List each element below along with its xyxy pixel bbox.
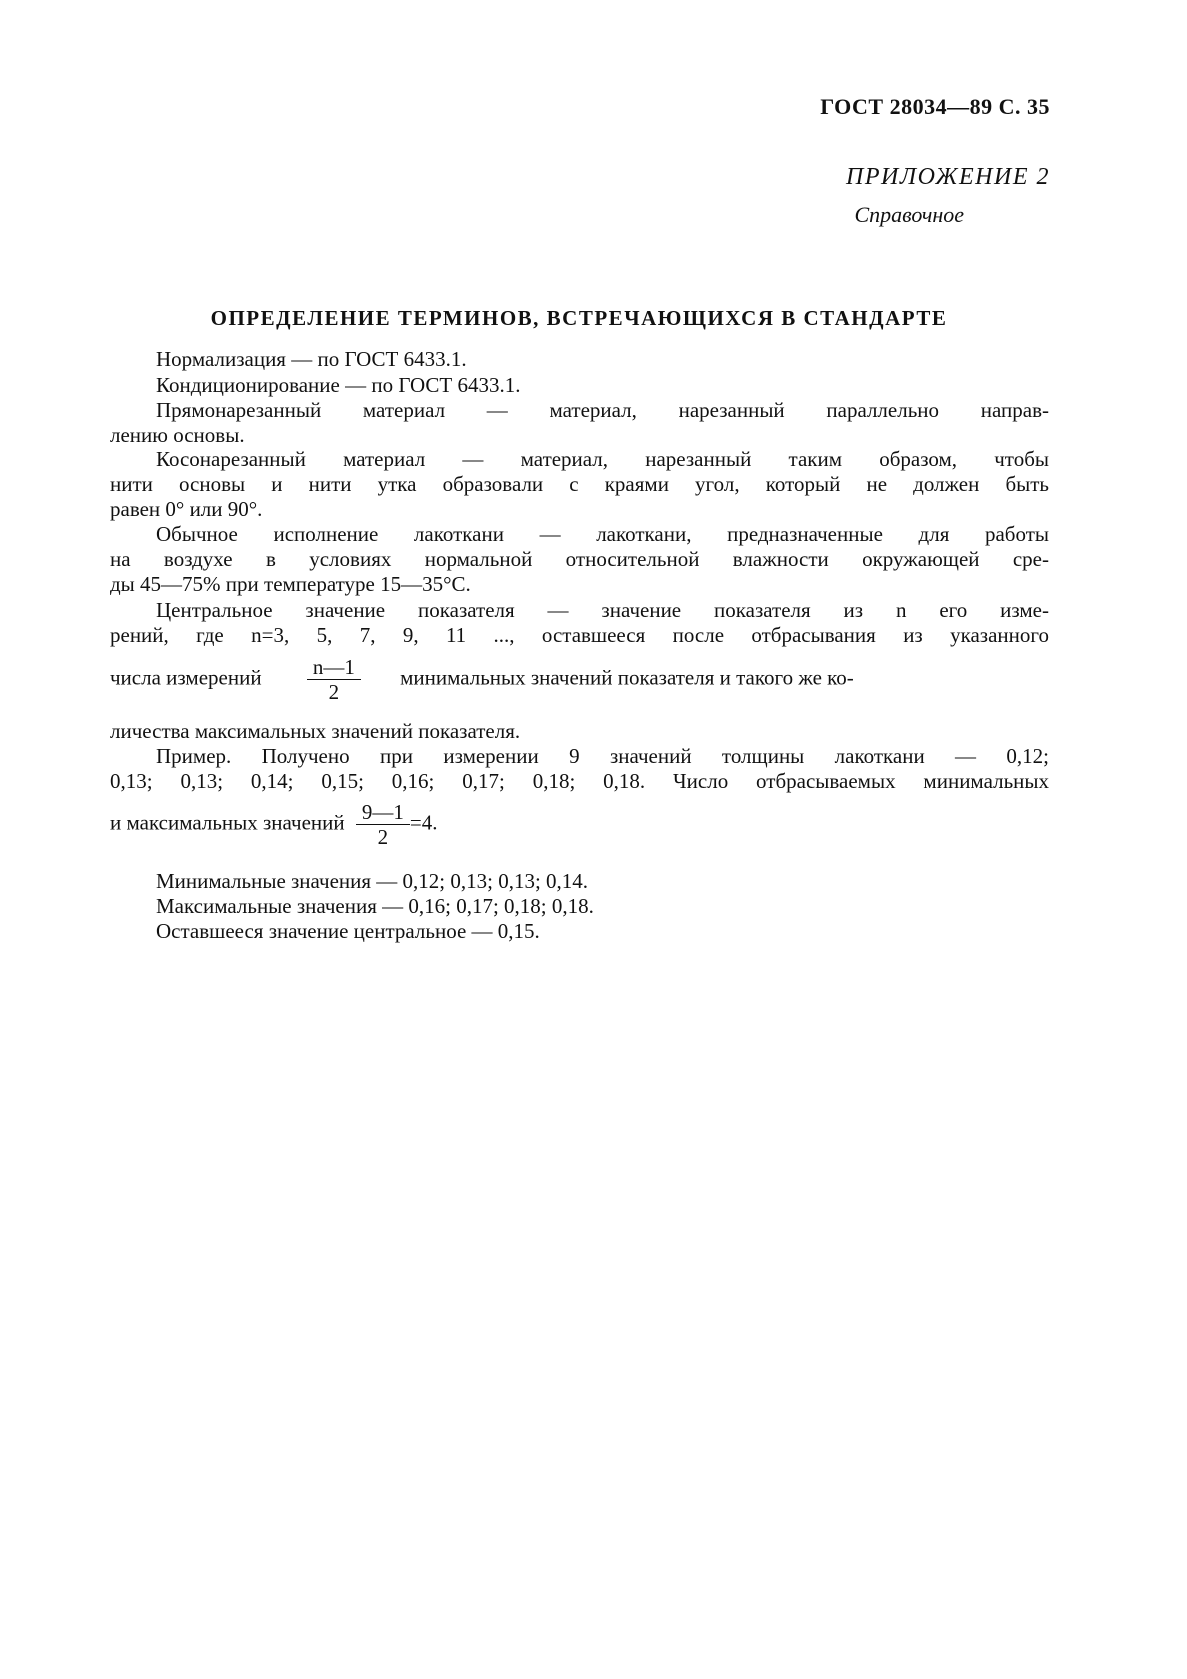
line-remaining-value: Оставшееся значение центральное — 0,15. <box>156 919 540 943</box>
line-central-value-cont1: рений, где n=3, 5, 7, 9, 11 ..., оставшееся после отбрасывания из указанного <box>110 623 1049 647</box>
page-header: ГОСТ 28034—89 С. 35 <box>820 94 1050 119</box>
line-bias-cut-cont2: равен 0° или 90°. <box>110 497 263 521</box>
line-example: Пример. Получено при измерении 9 значений толщины лакоткани — 0,12; <box>156 744 1049 768</box>
line-conditioning: Кондиционирование — по ГОСТ 6433.1. <box>156 373 521 397</box>
line-normal-execution: Обычное исполнение лакоткани — лакоткани, предназначенные для работы <box>156 522 1049 546</box>
line-max-values: Максимальные значения — 0,16; 0,17; 0,18; 0,18. <box>156 894 594 918</box>
text-min-max-values: и максимальных значений <box>110 810 345 835</box>
line-example-cont1: 0,13; 0,13; 0,14; 0,15; 0,16; 0,17; 0,18; 0,18. Число отбрасываемых минимальных <box>110 769 1049 793</box>
appendix-subtitle: Справочное <box>854 202 964 227</box>
text-equals-4: =4. <box>409 810 438 835</box>
line-central-value-cont2 <box>110 655 1049 704</box>
line-min-values: Минимальные значения — 0,12; 0,13; 0,13; 0,14. <box>156 869 589 893</box>
line-straight-cut-cont: лению основы. <box>110 423 245 447</box>
line-normal-execution-cont1: на воздухе в условиях нормальной относительной влажности окружающей сре- <box>110 547 1049 571</box>
text-minimal-values: минимальных значений показателя и такого же ко- <box>400 665 854 690</box>
line-example-cont2 <box>110 800 1002 849</box>
line-normal-execution-cont2: ды 45—75% при температуре 15—35°С. <box>110 572 471 596</box>
appendix-label: ПРИЛОЖЕНИЕ 2 <box>846 164 1050 190</box>
line-straight-cut: Прямонарезанный материал — материал, нарезанный параллельно направ- <box>156 398 1049 422</box>
fraction-denominator: 2 <box>377 825 389 849</box>
fraction-denominator: 2 <box>328 680 340 704</box>
line-central-value-cont3: личества максимальных значений показателя. <box>110 719 521 743</box>
line-normalization: Нормализация — по ГОСТ 6433.1. <box>156 347 467 371</box>
line-bias-cut: Косонарезанный материал — материал, нарезанный таким образом, чтобы <box>156 447 1049 471</box>
fraction-9-minus-1-over-2 <box>356 800 410 849</box>
section-title: ОПРЕДЕЛЕНИЕ ТЕРМИНОВ, ВСТРЕЧАЮЩИХСЯ В СТАНДАРТЕ <box>210 306 948 330</box>
fraction-numerator: n—1 <box>307 655 361 680</box>
line-central-value: Центральное значение показателя — значение показателя из n его изме- <box>156 598 1049 622</box>
fraction-numerator: 9—1 <box>356 800 410 825</box>
fraction-n-minus-1-over-2 <box>307 655 361 704</box>
line-bias-cut-cont1: нити основы и нити утка образовали с краями угол, который не должен быть <box>110 472 1049 496</box>
text-number-of-measurements: числа измерений <box>110 665 262 690</box>
